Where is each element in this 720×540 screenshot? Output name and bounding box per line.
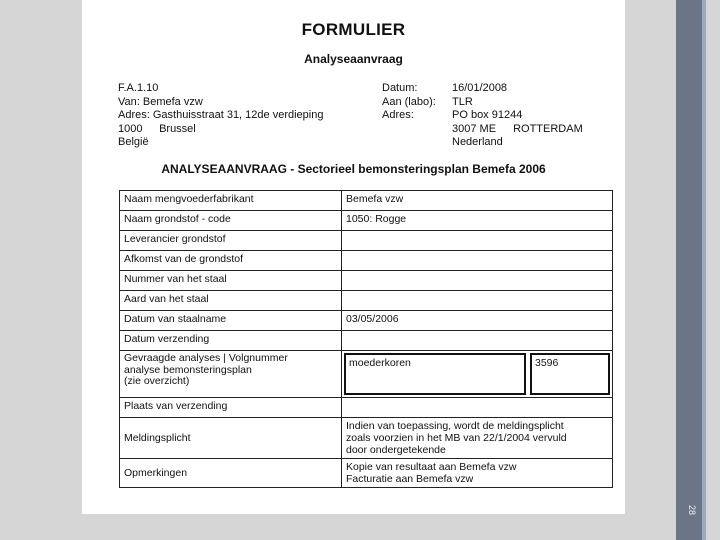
slide-sidebar — [676, 0, 702, 540]
lab-label: Aan (labo): — [382, 95, 436, 108]
opmerkingen-label: Opmerkingen — [120, 459, 342, 488]
recipient-address-row — [382, 109, 612, 123]
recipient-address-label: Adres: — [382, 109, 414, 121]
aard-label: Aard van het staal — [120, 291, 342, 311]
mengvoeder-value: Bemefa vzw — [342, 191, 613, 211]
meldingsplicht-label: Meldingsplicht — [120, 418, 342, 459]
analysis-name-field: moederkoren — [344, 353, 526, 395]
staalnummer-label: Nummer van het staal — [120, 271, 342, 291]
section-title: ANALYSEAANVRAAG - Sectorieel bemonsteringsplan Bemefa 2006 — [161, 162, 546, 176]
document-title: FORMULIER — [301, 20, 406, 39]
sender-city: Brussel — [159, 122, 196, 135]
meldingsplicht-value — [342, 418, 613, 459]
slide-margin — [706, 0, 720, 540]
table-row — [120, 331, 613, 351]
lab-value: TLR — [452, 95, 473, 108]
analysis-number-field: 3596 — [530, 353, 610, 395]
table-row — [120, 311, 613, 331]
leverancier-value — [342, 231, 613, 251]
table-row — [120, 191, 613, 211]
document-subtitle: Analyseaanvraag — [304, 52, 403, 66]
meldingsplicht-line: Indien van toepassing, wordt de meldingsplicht — [346, 420, 564, 432]
meldingsplicht-line: door ondergetekende — [346, 444, 446, 456]
opmerkingen-line: Facturatie aan Bemefa vzw — [346, 473, 474, 485]
recipient-city-row — [382, 123, 612, 137]
table-row — [120, 351, 613, 398]
sender-city-row — [118, 123, 378, 137]
table-row — [120, 418, 613, 459]
mengvoeder-label: Naam mengvoederfabrikant — [120, 191, 342, 211]
verzending-datum-label: Datum verzending — [120, 331, 342, 351]
staalname-value: 03/05/2006 — [342, 311, 613, 331]
lab-row — [382, 96, 612, 110]
meldingsplicht-line: zoals voorzien in het MB van 22/1/2004 vervuld — [346, 432, 567, 444]
aard-value — [342, 291, 613, 311]
plaats-value — [342, 398, 613, 418]
recipient-country: Nederland — [452, 136, 503, 148]
sender-postal-code: 1000 — [118, 122, 143, 135]
afkomst-label: Afkomst van de grondstof — [120, 251, 342, 271]
staalname-label: Datum van staalname — [120, 311, 342, 331]
date-label: Datum: — [382, 82, 418, 94]
recipient-address-value: PO box 91244 — [452, 109, 523, 121]
form-reference: F.A.1.10 — [118, 82, 159, 94]
table-row — [120, 459, 613, 488]
verzending-datum-value — [342, 331, 613, 351]
table-row — [120, 231, 613, 251]
analyses-label — [120, 351, 342, 398]
analyses-label-line: (zie overzicht) — [124, 375, 190, 387]
slide-number: 28 — [687, 504, 697, 515]
opmerkingen-value — [342, 459, 613, 488]
sender-name: Van: Bemefa vzw — [118, 95, 203, 108]
document-page — [82, 0, 625, 514]
grondstof-value: 1050: Rogge — [342, 211, 613, 231]
afkomst-value — [342, 251, 613, 271]
staalnummer-value — [342, 271, 613, 291]
request-form-table — [119, 190, 613, 488]
leverancier-label: Leverancier grondstof — [120, 231, 342, 251]
recipient-city: ROTTERDAM — [513, 122, 583, 135]
table-row — [120, 251, 613, 271]
table-row — [120, 291, 613, 311]
sender-address: Adres: Gasthuisstraat 31, 12de verdieping — [118, 109, 324, 121]
date-row — [382, 82, 612, 96]
recipient-block — [382, 82, 612, 150]
opmerkingen-line: Kopie van resultaat aan Bemefa vzw — [346, 461, 517, 473]
recipient-postal-code: 3007 ME — [452, 122, 497, 135]
table-row — [120, 211, 613, 231]
table-row — [120, 271, 613, 291]
sender-country: België — [118, 136, 149, 148]
recipient-country-row — [382, 136, 612, 150]
plaats-label: Plaats van verzending — [120, 398, 342, 418]
analyses-label-line: analyse bemonsteringsplan — [124, 363, 252, 376]
date-value: 16/01/2008 — [452, 82, 508, 94]
grondstof-label: Naam grondstof - code — [120, 211, 342, 231]
analyses-value — [342, 351, 613, 398]
analyses-label-line: Gevraagde analyses | Volgnummer — [124, 352, 288, 364]
table-row — [120, 398, 613, 418]
sender-block — [118, 82, 378, 150]
